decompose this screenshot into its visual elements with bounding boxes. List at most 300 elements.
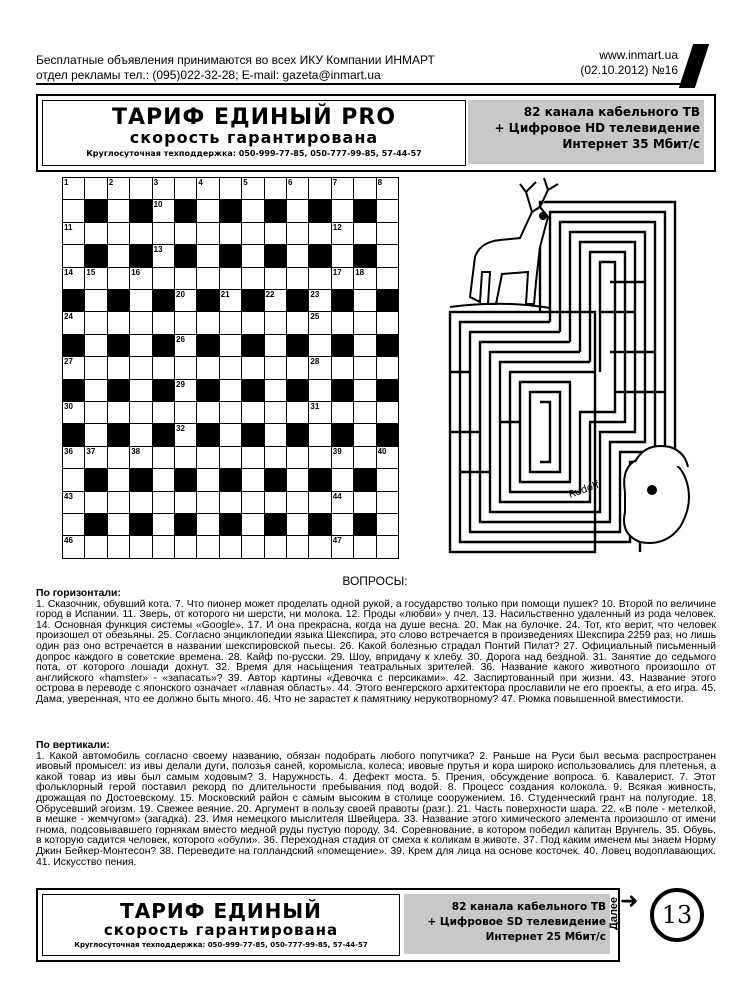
crossword-cell[interactable] xyxy=(331,401,354,424)
crossword-cell[interactable] xyxy=(376,513,399,536)
crossword-cell[interactable] xyxy=(129,334,152,357)
header-divider xyxy=(36,83,690,85)
vertical-clues-text: 1. Какой автомобиль согласно своему названию, обязан подобрать любого попутчика? 2. Раньше на Руси был весьма распространен ивовый промысел: из ивы делали дуги, полозья саней, коромысла, колеса; ивовые прутья и кора широко использовались для плетенья, а какой товар из ивы был самым ходовым? 3. Наружность. 4. Дефект моста. 5. Прения, обсуждение вопроса. 6. Кавалерист. 7. Этот фольклорный герой поставил рекорд по длительности пребывания под водой. 8. Процесс создания колокола. 9. Всякая живность, дрожащая по Достоевскому. 15. Московский район с самым высоким в столице сооружением. 16. Студенческий грант на полугодие. 18. Обрусевший эгоизм. 19. Свежее веяние. 20. Аргумент в пользу своей правоты (разг.). 21. Часть поверхности шара. 22. «В поле - метелкой, в мешке - жемчугом» (загадка). 23. Имя немецкого мыслителя Швейцера. 33. Название этого химического элемента произошло от имени гнома, подсовывавшего горнякам вместо медной руды пустую породу. 34. Соревнование, в котором победил капитан Врунгель. 35. Обувь, в которую садится человек, которого «обули». 36. Переходная стадия от смеха к коликам в животе. 37. Под каким именем мы знаем Норму Джин Бейкер-Монтесон? 38. Переведите на голландский «помещение». 39. Крем для лица на основе косточек. 40. Ловец водоплавающих. 41. Искусство пения. xyxy=(36,750,716,868)
clue-number: 5 xyxy=(243,178,248,187)
crossword-cell[interactable] xyxy=(331,244,354,267)
crossword-block xyxy=(152,379,175,402)
crossword-block xyxy=(84,468,107,491)
crossword-cell[interactable] xyxy=(353,446,376,469)
crossword-cell[interactable] xyxy=(286,199,309,222)
crossword-cell[interactable] xyxy=(62,177,85,200)
crossword-cell[interactable] xyxy=(353,177,376,200)
crossword-block xyxy=(308,513,331,536)
crossword-cell[interactable] xyxy=(264,356,287,379)
top-ad-banner[interactable] xyxy=(36,94,716,172)
top-ad-title: ТАРИФ ЕДИНЫЙ PRO xyxy=(111,105,397,130)
crossword-cell[interactable] xyxy=(174,177,197,200)
crossword-cell[interactable] xyxy=(107,222,130,245)
crossword-cell[interactable] xyxy=(219,289,242,312)
crossword-cell[interactable] xyxy=(331,267,354,290)
crossword-block xyxy=(308,468,331,491)
crossword-cell[interactable] xyxy=(84,491,107,514)
clue-number: 20 xyxy=(176,290,185,299)
crossword-cell[interactable] xyxy=(353,334,376,357)
crossword-cell[interactable] xyxy=(264,423,287,446)
crossword-cell[interactable] xyxy=(308,267,331,290)
clue-number: 11 xyxy=(64,222,73,232)
crossword-block xyxy=(129,244,152,267)
crossword-cell[interactable] xyxy=(219,356,242,379)
crossword-block xyxy=(107,289,130,312)
crossword-cell[interactable] xyxy=(376,177,399,200)
clue-number: 4 xyxy=(198,178,203,187)
crossword-cell[interactable] xyxy=(129,289,152,312)
crossword-cell[interactable] xyxy=(286,468,309,491)
crossword-cell[interactable] xyxy=(174,311,197,334)
crossword-cell[interactable] xyxy=(219,222,242,245)
next-label[interactable]: Далее xyxy=(608,896,620,930)
crossword-cell[interactable] xyxy=(62,222,85,245)
crossword-cell[interactable] xyxy=(196,491,219,514)
crossword-cell[interactable] xyxy=(308,289,331,312)
crossword-block xyxy=(241,423,264,446)
crossword-cell[interactable] xyxy=(84,334,107,357)
crossword-cell[interactable] xyxy=(331,446,354,469)
crossword-cell[interactable] xyxy=(174,267,197,290)
horizontal-clues-heading: По горизонтали: xyxy=(36,588,121,599)
top-ad-right-panel xyxy=(468,100,704,164)
crossword-cell[interactable] xyxy=(219,401,242,424)
crossword-block xyxy=(308,199,331,222)
crossword-cell[interactable] xyxy=(107,311,130,334)
crossword-cell[interactable] xyxy=(331,199,354,222)
crossword-cell[interactable] xyxy=(62,267,85,290)
crossword-cell[interactable] xyxy=(376,311,399,334)
crossword-cell[interactable] xyxy=(308,491,331,514)
crossword-cell[interactable] xyxy=(331,535,354,558)
crossword-block xyxy=(219,244,242,267)
issue-date: (02.10.2012) №16 xyxy=(580,63,678,77)
maze-illustration xyxy=(440,172,710,572)
bottom-ad-tv: + Цифровое SD телевидение xyxy=(427,916,606,928)
crossword-cell[interactable] xyxy=(84,356,107,379)
crossword-block xyxy=(84,513,107,536)
crossword-cell[interactable] xyxy=(353,423,376,446)
crossword-cell[interactable] xyxy=(264,535,287,558)
crossword-cell[interactable] xyxy=(241,513,264,536)
clue-number: 22 xyxy=(265,290,275,299)
crossword-cell[interactable] xyxy=(107,356,130,379)
crossword-cell[interactable] xyxy=(219,423,242,446)
crossword-cell[interactable] xyxy=(241,468,264,491)
crossword-cell[interactable] xyxy=(62,491,85,514)
crossword-cell[interactable] xyxy=(196,535,219,558)
crossword-block xyxy=(196,334,219,357)
crossword-cell[interactable] xyxy=(331,513,354,536)
crossword-cell[interactable] xyxy=(174,491,197,514)
crossword-cell[interactable] xyxy=(241,446,264,469)
top-ad-subtitle: скорость гарантирована xyxy=(129,128,379,147)
crossword-cell[interactable] xyxy=(219,267,242,290)
crossword-block xyxy=(286,423,309,446)
crossword-cell[interactable] xyxy=(196,513,219,536)
crossword-cell[interactable] xyxy=(152,199,175,222)
crossword-cell[interactable] xyxy=(129,311,152,334)
clue-number: 34 xyxy=(243,424,253,434)
crossword-cell[interactable] xyxy=(219,334,242,357)
crossword-cell[interactable] xyxy=(376,199,399,222)
clue-number: 25 xyxy=(310,312,320,322)
crossword-block xyxy=(353,244,376,267)
crossword-cell[interactable] xyxy=(353,379,376,402)
crossword-cell[interactable] xyxy=(286,222,309,245)
header-slash-decoration xyxy=(679,44,709,88)
crossword-cell[interactable] xyxy=(308,334,331,357)
questions-title: ВОПРОСЫ: xyxy=(342,574,408,588)
clue-number: 42 xyxy=(131,469,141,479)
crossword-cell[interactable] xyxy=(308,311,331,334)
crossword-cell[interactable] xyxy=(84,289,107,312)
clue-number: 36 xyxy=(64,446,73,456)
bottom-ad-internet: Интернет 25 Мбит/с xyxy=(485,931,606,943)
clue-number: 14 xyxy=(64,267,73,277)
crossword-cell[interactable] xyxy=(129,401,152,424)
crossword-cell[interactable] xyxy=(152,535,175,558)
clue-number: 7 xyxy=(332,178,338,187)
crossword-cell[interactable] xyxy=(107,177,130,200)
crossword-block xyxy=(286,289,309,312)
clue-number: 44 xyxy=(332,491,342,501)
crossword-cell[interactable] xyxy=(264,177,287,200)
crossword-cell[interactable] xyxy=(196,222,219,245)
crossword-cell[interactable] xyxy=(174,334,197,357)
crossword-cell[interactable] xyxy=(62,311,85,334)
crossword-block xyxy=(84,199,107,222)
crossword-block xyxy=(196,423,219,446)
crossword-cell[interactable] xyxy=(107,267,130,290)
crossword-cell[interactable] xyxy=(196,311,219,334)
crossword-block xyxy=(196,379,219,402)
crossword-cell[interactable] xyxy=(353,356,376,379)
clue-number: 16 xyxy=(131,267,141,277)
crossword-cell[interactable] xyxy=(331,222,354,245)
crossword-cell[interactable] xyxy=(308,535,331,558)
crossword-cell[interactable] xyxy=(174,289,197,312)
crossword-cell[interactable] xyxy=(286,535,309,558)
crossword-cell[interactable] xyxy=(62,513,85,536)
crossword-cell[interactable] xyxy=(196,267,219,290)
crossword-block xyxy=(107,334,130,357)
bottom-ad-channels: 82 канала кабельного ТВ xyxy=(451,901,606,913)
crossword-cell[interactable] xyxy=(196,356,219,379)
clue-number: 33 xyxy=(198,424,208,434)
crossword-cell[interactable] xyxy=(62,244,85,267)
crossword-cell[interactable] xyxy=(331,356,354,379)
crossword-cell[interactable] xyxy=(331,491,354,514)
crossword-block xyxy=(241,379,264,402)
bottom-ad-banner[interactable] xyxy=(36,888,620,962)
crossword-cell[interactable] xyxy=(353,289,376,312)
crossword-cell[interactable] xyxy=(264,379,287,402)
crossword-cell[interactable] xyxy=(286,513,309,536)
crossword-cell[interactable] xyxy=(241,311,264,334)
crossword-cell[interactable] xyxy=(286,267,309,290)
crossword-cell[interactable] xyxy=(152,446,175,469)
crossword-cell[interactable] xyxy=(308,379,331,402)
crossword-block xyxy=(331,334,354,357)
clue-number: 37 xyxy=(86,446,96,456)
crossword-cell[interactable] xyxy=(84,311,107,334)
crossword-block xyxy=(264,244,287,267)
clue-number: 1 xyxy=(64,178,69,187)
crossword-cell[interactable] xyxy=(241,222,264,245)
crossword-cell[interactable] xyxy=(376,356,399,379)
clue-number: 31 xyxy=(310,402,320,411)
crossword-cell[interactable] xyxy=(264,222,287,245)
clue-number: 28 xyxy=(310,357,320,367)
crossword-cell[interactable] xyxy=(129,356,152,379)
crossword-cell[interactable] xyxy=(219,177,242,200)
crossword-cell[interactable] xyxy=(241,401,264,424)
crossword-cell[interactable] xyxy=(286,491,309,514)
crossword-cell[interactable] xyxy=(264,446,287,469)
crossword-cell[interactable] xyxy=(62,199,85,222)
crossword-block xyxy=(219,513,242,536)
crossword-cell[interactable] xyxy=(196,401,219,424)
crossword-cell[interactable] xyxy=(84,535,107,558)
clue-number: 8 xyxy=(377,178,383,187)
crossword-cell[interactable] xyxy=(84,267,107,290)
clue-number: 40 xyxy=(377,446,387,456)
crossword-cell[interactable] xyxy=(241,267,264,290)
crossword-block xyxy=(376,289,399,312)
top-ad-tv: + Цифровое HD телевидение xyxy=(494,121,700,135)
header-line-2: отдел рекламы тел.: (095)022-32-28; E-mail: gazeta@inmart.ua xyxy=(36,68,381,82)
crossword-cell[interactable] xyxy=(376,222,399,245)
crossword-cell[interactable] xyxy=(62,468,85,491)
crossword-cell[interactable] xyxy=(174,356,197,379)
crossword-cell[interactable] xyxy=(286,244,309,267)
crossword-cell[interactable] xyxy=(129,267,152,290)
crossword-cell[interactable] xyxy=(107,401,130,424)
crossword-cell[interactable] xyxy=(62,401,85,424)
crossword-cell[interactable] xyxy=(107,513,130,536)
crossword-cell[interactable] xyxy=(264,401,287,424)
crossword-cell[interactable] xyxy=(264,491,287,514)
crossword-cell[interactable] xyxy=(152,222,175,245)
crossword-block xyxy=(196,289,219,312)
crossword-cell[interactable] xyxy=(219,535,242,558)
crossword-cell[interactable] xyxy=(264,334,287,357)
crossword-cell[interactable] xyxy=(308,423,331,446)
crossword-cell[interactable] xyxy=(152,491,175,514)
crossword-cell[interactable] xyxy=(129,535,152,558)
crossword-block xyxy=(62,289,85,312)
crossword-cell[interactable] xyxy=(241,177,264,200)
crossword-cell[interactable] xyxy=(129,177,152,200)
crossword-block xyxy=(353,199,376,222)
crossword-cell[interactable] xyxy=(286,311,309,334)
crossword-block xyxy=(376,379,399,402)
crossword-cell[interactable] xyxy=(376,267,399,290)
crossword-cell[interactable] xyxy=(376,468,399,491)
crossword-block xyxy=(152,289,175,312)
crossword-cell[interactable] xyxy=(107,199,130,222)
crossword-cell[interactable] xyxy=(308,446,331,469)
crossword-cell[interactable] xyxy=(286,177,309,200)
crossword-cell[interactable] xyxy=(196,468,219,491)
crossword-cell[interactable] xyxy=(376,244,399,267)
crossword-cell[interactable] xyxy=(241,535,264,558)
header-issue xyxy=(560,48,678,78)
maze-signature: Rudolf xyxy=(567,479,601,501)
crossword-cell[interactable] xyxy=(331,177,354,200)
clue-number: 24 xyxy=(64,312,73,322)
crossword-cell[interactable] xyxy=(84,177,107,200)
crossword-cell[interactable] xyxy=(107,535,130,558)
crossword-cell[interactable] xyxy=(152,311,175,334)
crossword-cell[interactable] xyxy=(219,446,242,469)
crossword-cell[interactable] xyxy=(129,423,152,446)
crossword-cell[interactable] xyxy=(241,244,264,267)
bottom-ad-right-panel xyxy=(404,894,610,954)
clue-number: 38 xyxy=(131,446,141,456)
crossword-cell[interactable] xyxy=(84,222,107,245)
crossword-cell[interactable] xyxy=(286,356,309,379)
top-ad-channels: 82 канала кабельного ТВ xyxy=(523,105,700,119)
crossword-cell[interactable] xyxy=(152,401,175,424)
top-ad-support: Круглосуточная техподдержка: 050-999-77-85, 050-777-99-85, 57-44-57 xyxy=(86,149,422,158)
clue-number: 30 xyxy=(64,402,73,411)
crossword-cell[interactable] xyxy=(376,535,399,558)
crossword-cell[interactable] xyxy=(376,446,399,469)
crossword-cell[interactable] xyxy=(174,446,197,469)
crossword-block xyxy=(219,468,242,491)
crossword-block xyxy=(376,334,399,357)
crossword-cell[interactable] xyxy=(107,468,130,491)
crossword-cell[interactable] xyxy=(353,222,376,245)
crossword-cell[interactable] xyxy=(129,491,152,514)
vertical-clues-heading: По вертикали: xyxy=(36,740,110,751)
crossword-cell[interactable] xyxy=(219,491,242,514)
crossword-cell[interactable] xyxy=(376,401,399,424)
site-link[interactable]: www.inmart.ua xyxy=(599,48,678,62)
crossword-cell[interactable] xyxy=(308,401,331,424)
crossword-cell[interactable] xyxy=(196,446,219,469)
crossword-cell[interactable] xyxy=(241,491,264,514)
crossword-cell[interactable] xyxy=(62,535,85,558)
crossword-cell[interactable] xyxy=(107,446,130,469)
crossword-block xyxy=(174,513,197,536)
crossword-block xyxy=(62,379,85,402)
crossword-cell[interactable] xyxy=(174,401,197,424)
crossword-cell[interactable] xyxy=(353,311,376,334)
crossword-cell[interactable] xyxy=(129,446,152,469)
crossword-block xyxy=(286,379,309,402)
crossword-cell[interactable] xyxy=(219,311,242,334)
crossword-block xyxy=(174,468,197,491)
crossword-cell[interactable] xyxy=(308,356,331,379)
crossword-cell[interactable] xyxy=(196,199,219,222)
next-arrow-icon[interactable]: ➜ xyxy=(620,888,639,913)
clue-number: 6 xyxy=(288,178,293,187)
clue-number: 15 xyxy=(86,267,96,277)
crossword-cell[interactable] xyxy=(152,177,175,200)
crossword-cell[interactable] xyxy=(286,446,309,469)
crossword-cell[interactable] xyxy=(219,379,242,402)
crossword-cell[interactable] xyxy=(84,379,107,402)
crossword-cell[interactable] xyxy=(241,199,264,222)
crossword-cell[interactable] xyxy=(107,244,130,267)
crossword-block xyxy=(353,513,376,536)
crossword-block xyxy=(264,468,287,491)
crossword-cell[interactable] xyxy=(84,423,107,446)
clue-number: 43 xyxy=(64,491,73,501)
crossword-cell[interactable] xyxy=(174,535,197,558)
crossword-block xyxy=(107,423,130,446)
crossword-cell[interactable] xyxy=(264,289,287,312)
crossword-cell[interactable] xyxy=(196,244,219,267)
crossword-cell[interactable] xyxy=(62,446,85,469)
crossword-cell[interactable] xyxy=(264,267,287,290)
crossword-cell[interactable] xyxy=(62,356,85,379)
crossword-block xyxy=(152,423,175,446)
top-ad-left-panel xyxy=(42,100,466,166)
header-line-1: Бесплатные объявления принимаются во всех ИКУ Компании ИНМАРТ xyxy=(36,53,435,67)
crossword-cell[interactable] xyxy=(174,423,197,446)
clue-number: 17 xyxy=(332,267,342,277)
crossword-cell[interactable] xyxy=(308,177,331,200)
crossword-cell[interactable] xyxy=(152,267,175,290)
crossword-cell[interactable] xyxy=(174,222,197,245)
crossword-cell[interactable] xyxy=(84,446,107,469)
crossword-block xyxy=(129,468,152,491)
crossword-block xyxy=(62,423,85,446)
clue-number: 21 xyxy=(220,290,230,299)
crossword-cell[interactable] xyxy=(308,222,331,245)
crossword-cell[interactable] xyxy=(129,379,152,402)
crossword-cell[interactable] xyxy=(331,468,354,491)
crossword-cell[interactable] xyxy=(241,356,264,379)
crossword-cell[interactable] xyxy=(129,222,152,245)
crossword-cell[interactable] xyxy=(353,491,376,514)
crossword-cell[interactable] xyxy=(286,401,309,424)
crossword-block xyxy=(84,244,107,267)
crossword-cell[interactable] xyxy=(174,379,197,402)
crossword-cell[interactable] xyxy=(107,491,130,514)
crossword-cell[interactable] xyxy=(353,401,376,424)
crossword-cell[interactable] xyxy=(331,311,354,334)
crossword-block xyxy=(219,199,242,222)
crossword-block xyxy=(241,289,264,312)
crossword-cell[interactable] xyxy=(353,535,376,558)
crossword-cell[interactable] xyxy=(376,491,399,514)
crossword-cell[interactable] xyxy=(152,468,175,491)
crossword-cell[interactable] xyxy=(353,267,376,290)
bottom-ad-support: Круглосуточная техподдержка: 050-999-77-85, 050-777-99-85, 57-44-57 xyxy=(74,941,368,949)
crossword-cell[interactable] xyxy=(152,356,175,379)
crossword-cell[interactable] xyxy=(196,177,219,200)
crossword-cell[interactable] xyxy=(84,401,107,424)
crossword-cell[interactable] xyxy=(152,513,175,536)
clue-number: 47 xyxy=(332,536,342,546)
crossword-block xyxy=(331,289,354,312)
crossword-block xyxy=(241,334,264,357)
crossword-cell[interactable] xyxy=(264,311,287,334)
horizontal-clues-text: 1. Сказочник, обувший кота. 7. Что пионер может проделать одной рукой, а государство только при помощи пушек? 10. Второй по величине город в Испании. 11. Зверь, от которого ни шерсти, ни молока. 12. Проды «любви» у пчел. 13. Насильственно удаленный из рода человек. 14. Основная функция системы «Google». 17. И она прекрасна, когда на душе весна. 20. Мак на булочке. 24. Тот, кто верит, что человек произошел от обезьяны. 25. Согласно энциклопедии языка Шекспира, это слово встречается в произведениях Шекспира 2259 раз, но лишь один раз оно встречается в названии шекспировской пьесы. 26. Какой болезнью страдал Понтий Пилат? 27. Официальный письменный допрос каждого в советские времена. 28. Кайф по-русски. 29. Шоу, впридачу к хлебу. 30. Дорога над бездной. 31. Занятие до седьмого пота, от которого лошади дохнут. 32. Время для насыщения театральных зрителей. 36. Название какого животного произошло от английского «hamster» - «запасать»? 39. Автор картины «Девочка с персиками». 42. Заспиртованный при жизни. 43. Название этого острова в переводе с японского означает «главная область». 44. Этого венгерского архитектора прославили не его проекты, а его игра. 45. Дама, уверенная, что ее должно быть много. 46. Что не зарастет к памятнику нерукотворному? 47. Рюмка повышенной вместимости. xyxy=(36,598,716,705)
crossword-block xyxy=(331,423,354,446)
crossword-cell[interactable] xyxy=(152,244,175,267)
